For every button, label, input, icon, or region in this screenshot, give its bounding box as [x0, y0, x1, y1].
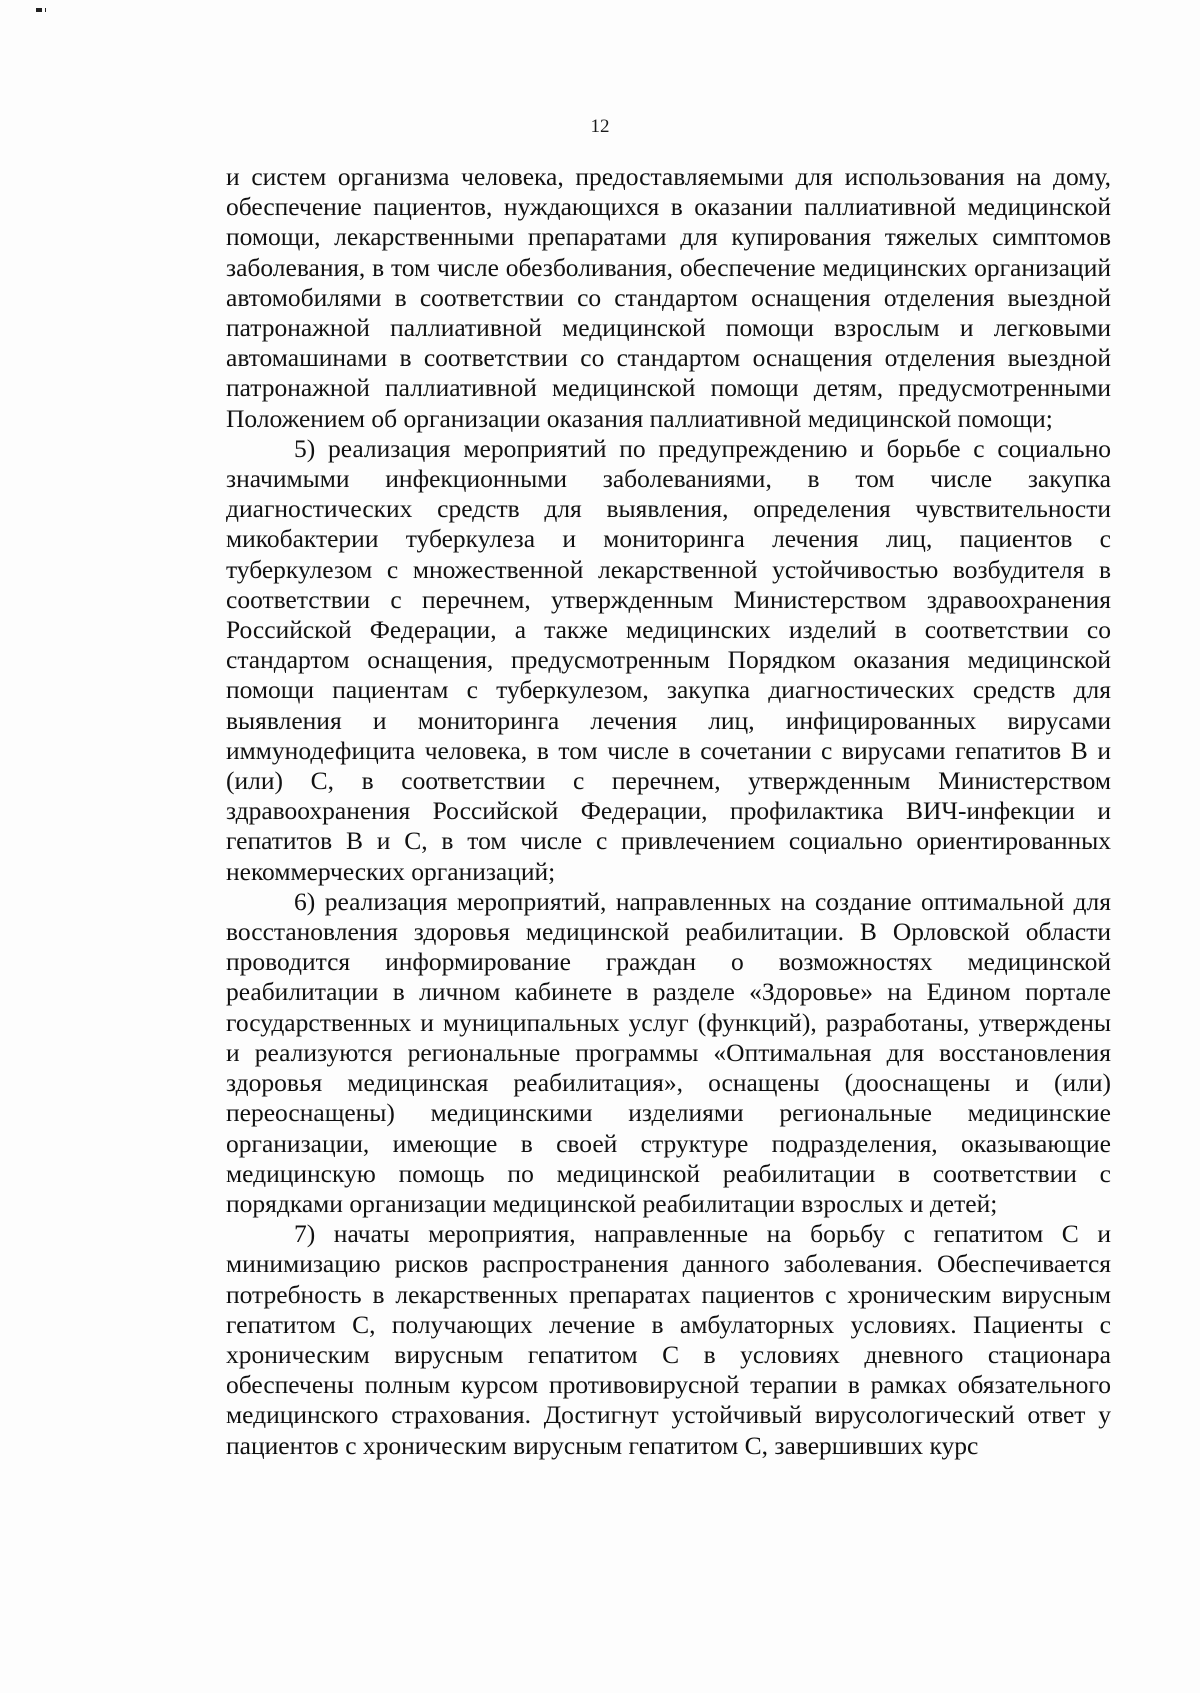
paragraph-item-5: 5) реализация мероприятий по предупреждению и борьбе с социально значимыми инфекционными заболеваниями, в том числе закупка диагностических средств для выявления, определения чувствительности микобактерии туберкулеза и мониторинга лечения лиц, пациентов с туберкулезом с множественной лекарственной устойчивостью возбудителя в соответствии с перечнем, утвержденным Министерством здравоохранения Российской Федерации, а также медицинских изделий в соответствии со стандартом оснащения, предусмотренным Порядком оказания медицинской помощи пациентам с туберкулезом, закупка диагностических средств для выявления и мониторинга лечения лиц, инфицированных вирусами иммунодефицита человека, в том числе в сочетании с вирусами гепатитов B и (или) C, в соответствии с перечнем, утвержденным Министерством здравоохранения Российской Федерации, профилактика ВИЧ-инфекции и гепатитов B и C, в том числе с привлечением социально ориентированных некоммерческих организаций; [226, 433, 1111, 886]
scan-artifact-mark [36, 8, 46, 12]
page-number: 12 [590, 116, 610, 137]
paragraph-continuation: и систем организма человека, предоставляемыми для использования на дому, обеспечение пациентов, нуждающихся в оказании паллиативной медицинской помощи, лекарственными препаратами для купирования тяжелых симптомов заболевания, в том числе обезболивания, обеспечение медицинских организаций автомобилями в соответствии со стандартом оснащения отделения выездной патронажной паллиативной медицинской помощи взрослым и легковыми автомашинами в соответствии со стандартом оснащения отделения выездной патронажной паллиативной медицинской помощи детям, предусмотренными Положением об организации оказания паллиативной медицинской помощи; [226, 162, 1111, 433]
paragraph-item-6: 6) реализация мероприятий, направленных на создание оптимальной для восстановления здоровья медицинской реабилитации. В Орловской области проводится информирование граждан о возможностях медицинской реабилитации в личном кабинете в разделе «Здоровье» на Едином портале государственных и муниципальных услуг (функций), разработаны, утверждены и реализуются региональные программы «Оптимальная для восстановления здоровья медицинская реабилитация», оснащены (дооснащены и (или) переоснащены) медицинскими изделиями региональные медицинские организации, имеющие в своей структуре подразделения, оказывающие медицинскую помощь по медицинской реабилитации в соответствии с порядками организации медицинской реабилитации взрослых и детей; [226, 886, 1111, 1218]
document-body [226, 162, 1111, 1461]
paragraph-item-7: 7) начаты мероприятия, направленные на борьбу с гепатитом C и минимизацию рисков распространения данного заболевания. Обеспечивается потребность в лекарственных препаратах пациентов с хроническим вирусным гепатитом C, получающих лечение в амбулаторных условиях. Пациенты с хроническим вирусным гепатитом C в условиях дневного стационара обеспечены полным курсом противовирусной терапии в рамках обязательного медицинского страхования. Достигнут устойчивый вирусологический ответ у пациентов с хроническим вирусным гепатитом C, завершивших курс [226, 1219, 1111, 1460]
